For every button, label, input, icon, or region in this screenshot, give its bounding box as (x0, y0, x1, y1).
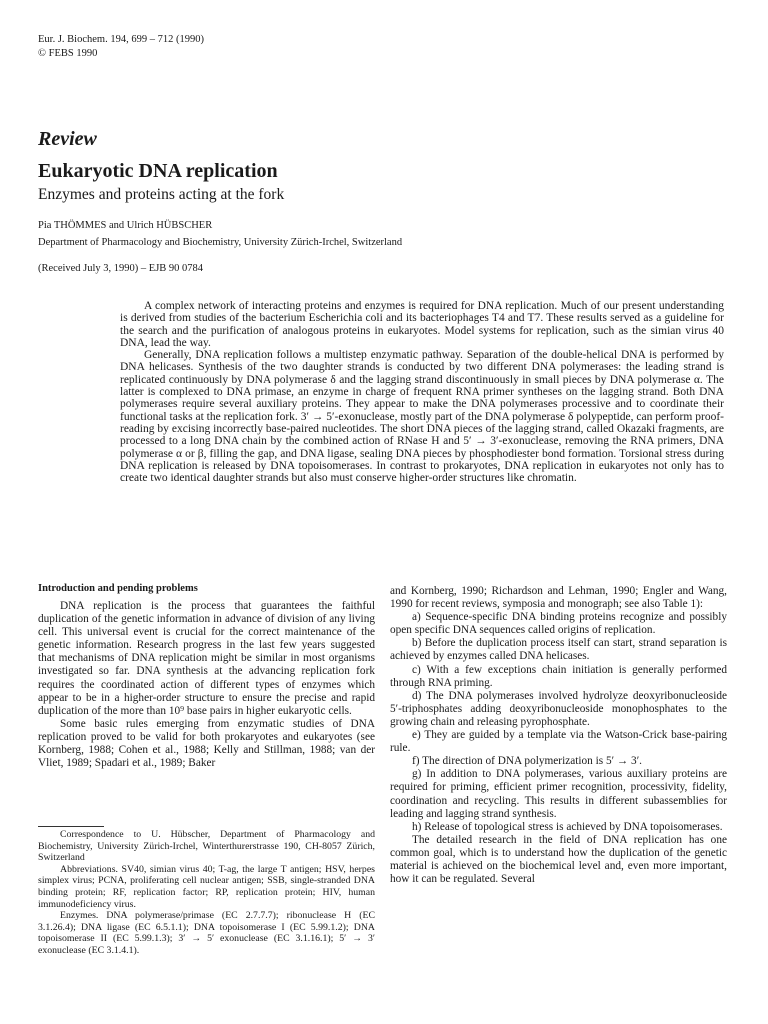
footnote-rule (38, 826, 104, 827)
abstract-paragraph-1: A complex network of interacting proteins and enzymes is required for DNA replication. Much of our present understanding is derived from studies of the bacterium Escherichia coli and its bacteriophages T4 and T7. These results served as a guideline for the search and the purification of analogous proteins in eukaryotes. Model systems for replication, such as the simian virus 40 DNA, lead the way. (120, 300, 724, 349)
journal-citation: Eur. J. Biochem. 194, 699 – 712 (1990) (38, 34, 204, 45)
section-heading: Introduction and pending problems (38, 583, 198, 594)
list-item: e) They are guided by a template via the Watson-Crick base-pairing rule. (390, 729, 727, 755)
article-title: Eukaryotic DNA replication (38, 160, 278, 182)
body-paragraph: Some basic rules emerging from enzymatic studies of DNA replication proved to be valid for both prokaryotes and eukaryotes (see Kornberg, 1988; Cohen et al., 1988; Kelly and Stillman, 1988; van der Vliet, 1989; Spadari et al., 1989; Baker (38, 717, 375, 770)
abstract (120, 300, 724, 484)
affiliation: Department of Pharmacology and Biochemistry, University Zürich-Irchel, Switzerland (38, 237, 403, 248)
footnote-abbreviations: Abbreviations. SV40, simian virus 40; T-ag, the large T antigen; HSV, herpes simplex virus; PCNA, proliferating cell nuclear antigen; SSB, single-stranded DNA binding protein; RF, replication factor; RP, replication protein; HIV, human immunodeficiency virus. (38, 863, 375, 910)
footnote-correspondence: Correspondence to U. Hübscher, Department of Pharmacology and Biochemistry, University Zürich-Irchel, Winterthurerstrasse 190, CH-8057 Zürich, Switzerland (38, 829, 375, 864)
journal-header (38, 33, 204, 61)
body-paragraph: DNA replication is the process that guarantees the faithful duplication of the genetic information in advance of division of any living cell. This universal event is crucial for the correct maintenance of the genetic information. Research progress in the last few years suggested that mechanisms of DNA replication might be similar in most organisms investigated so far. DNA synthesis at the advancing replication fork requires the coordinated action of different types of enzymes which appear to be in a higher-order structure to ensure the precise and rapid duplication of the more than 10⁹ base pairs in higher eukaryotic cells. (38, 600, 375, 717)
list-item: d) The DNA polymerases involved hydrolyze deoxyribonucleoside 5′-triphosphates adding deoxyribonucleoside monophosphates to the growing chain and releasing pyrophosphate. (390, 689, 727, 728)
footnotes (38, 829, 375, 957)
copyright-line: © FEBS 1990 (38, 48, 98, 59)
list-item: g) In addition to DNA polymerases, various auxiliary proteins are required for priming, efficient primer recognition, processivity, fidelity, coordination and recycling. This results in different subassemblies for leading and lagging strand synthesis. (390, 768, 727, 820)
list-item: h) Release of topological stress is achieved by DNA topoisomerases. (412, 820, 723, 833)
list-item: f) The direction of DNA polymerization is 5′ → 3′. (412, 755, 642, 768)
right-column (390, 585, 727, 886)
left-column (38, 583, 375, 770)
abstract-paragraph-2: Generally, DNA replication follows a multistep enzymatic pathway. Separation of the double-helical DNA is performed by DNA helicases. Synthesis of the two daughter strands is conducted by two different DNA polymerases: the leading strand is replicated continuously by DNA polymerase δ and the lagging strand discontinuously in small pieces by DNA polymerase α. The latter is complexed to DNA primase, an enzyme in charge of frequent RNA primer syntheses on the lagging strand. Both DNA polymerases require several auxiliary proteins. They appear to make the DNA polymerases processive and to coordinate their functional tasks at the replication fork. 3′ → 5′-exonuclease, mostly part of the DNA polymerase δ polypeptide, can perform proof-reading by excising incorrectly base-paired nucleotides. The short DNA pieces of the lagging strand, called Okazaki fragments, are processed to a long DNA chain by the combined action of RNase H and 5′ → 3′-exonuclease, removing the RNA primers, DNA polymerase α or β, filling the gap, and DNA ligase, sealing DNA pieces by phosphodiester bond formation. Torsional stress during DNA replication is released by DNA topoisomerases. In contrast to prokaryotes, DNA replication in eukaryotes not only has to create two identical daughter strands but also must conserve higher-order structures like chromatin. (120, 349, 724, 485)
section-label: Review (38, 128, 97, 150)
list-item: c) With a few exceptions chain initiation is generally performed through RNA priming. (390, 663, 727, 689)
list-item: a) Sequence-specific DNA binding proteins recognize and possibly open specific DNA sequences called origins of replication. (390, 611, 727, 637)
body-paragraph: and Kornberg, 1990; Richardson and Lehman, 1990; Engler and Wang, 1990 for recent reviews, symposia and monograph; see also Table 1): (390, 585, 727, 611)
body-paragraph: The detailed research in the field of DNA replication has one common goal, which is to understand how the duplication of the genetic material is achieved on the biochemical level and, even more important, how it can be regulated. Several (390, 833, 727, 886)
article-subtitle: Enzymes and proteins acting at the fork (38, 186, 285, 203)
list-item: b) Before the duplication process itself can start, strand separation is achieved by enzymes called DNA helicases. (390, 637, 727, 663)
author-list: Pia THÖMMES and Ulrich HÜBSCHER (38, 220, 213, 231)
footnote-enzymes: Enzymes. DNA polymerase/primase (EC 2.7.7.7); ribonuclease H (EC 3.1.26.4); DNA ligase (EC 6.5.1.1); DNA topoisomerase I (EC 5.99.1.2); DNA topoisomerase II (EC 5.99.1.3); 3′ → 5′ exonuclease (EC 3.1.16.1); 5′ → 3′ exonuclease (EC 3.1.4.1). (38, 910, 375, 956)
received-date: (Received July 3, 1990) – EJB 90 0784 (38, 263, 204, 274)
